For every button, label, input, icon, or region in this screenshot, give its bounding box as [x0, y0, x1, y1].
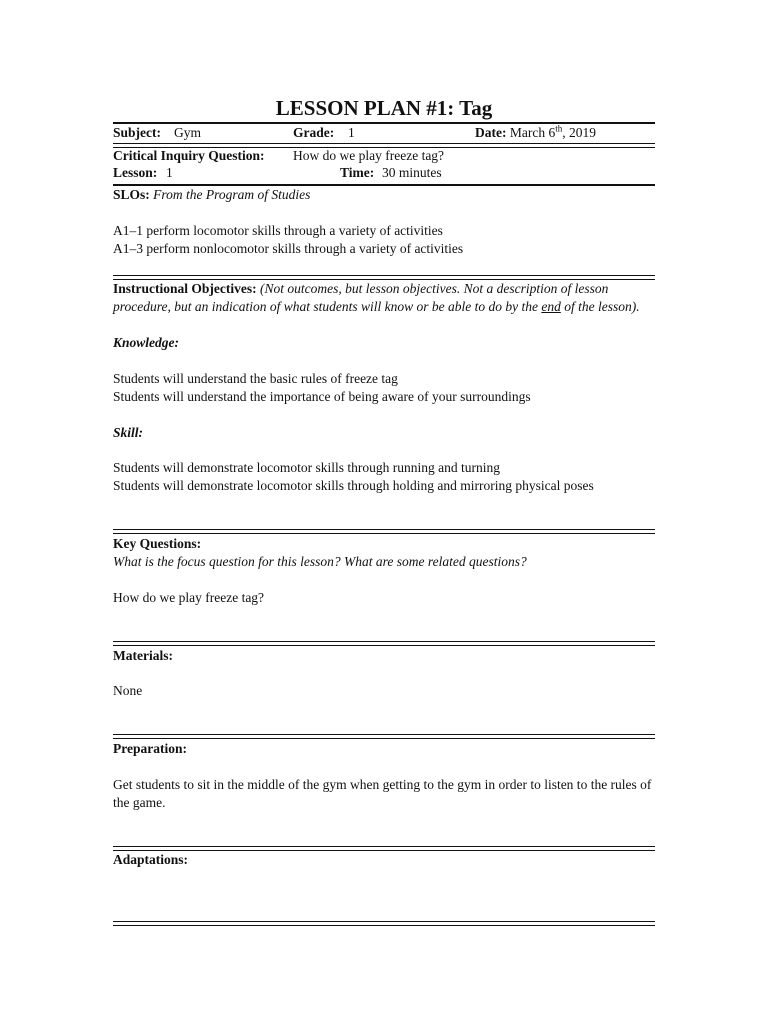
date-field	[475, 124, 596, 142]
date-label: Date:	[475, 125, 507, 140]
preparation-label: Preparation:	[113, 741, 187, 756]
objectives-note: (Not outcomes, but lesson objectives. Not a description of lesson procedure, but an indication of what students will know or be able to do by the end of the lesson).	[113, 281, 640, 314]
objectives-heading	[113, 280, 653, 316]
skill-item: Students will demonstrate locomotor skills through holding and mirroring physical poses	[113, 478, 594, 493]
grade-label: Grade:	[293, 125, 335, 140]
objectives-label: Instructional Objectives:	[113, 281, 257, 296]
skill-label: Skill:	[113, 425, 144, 440]
subject-label: Subject:	[113, 125, 161, 140]
grade-value: 1	[348, 125, 355, 140]
key-questions-answer: How do we play freeze tag?	[113, 590, 265, 605]
rule-double-3	[113, 529, 655, 534]
date-value: March 6th, 2019	[509, 123, 596, 140]
knowledge-item: Students will understand the basic rules of freeze tag	[113, 371, 398, 386]
rule-double-7	[113, 921, 655, 926]
slos-note: From the Program of Studies	[153, 187, 311, 202]
skill-item: Students will demonstrate locomotor skills through running and turning	[113, 460, 500, 475]
materials-label: Materials:	[113, 648, 173, 663]
slo-item: A1–3 perform nonlocomotor skills through a variety of activities	[113, 241, 464, 256]
materials-value: None	[113, 683, 143, 698]
ciq-label: Critical Inquiry Question:	[113, 148, 265, 163]
slos-label: SLOs:	[113, 187, 150, 202]
lesson-value: 1	[166, 165, 173, 180]
knowledge-item: Students will understand the importance of being aware of your surroundings	[113, 389, 531, 404]
slo-item: A1–1 perform locomotor skills through a variety of activities	[113, 223, 443, 238]
preparation-value: Get students to sit in the middle of the gym when getting to the gym in order to listen to the rules of the game.	[113, 777, 652, 810]
page-title: LESSON PLAN #1: Tag	[275, 96, 493, 120]
adaptations-label: Adaptations:	[113, 852, 189, 867]
key-questions-note: What is the focus question for this lesson? What are some related questions?	[113, 554, 527, 569]
slos-heading	[113, 186, 310, 204]
lesson-label: Lesson:	[113, 165, 158, 180]
rule-double-6	[113, 846, 655, 851]
rule-double-4	[113, 641, 655, 646]
ciq-value: How do we play freeze tag?	[293, 148, 445, 163]
subject-value: Gym	[174, 125, 201, 140]
rule-double-5	[113, 734, 655, 739]
time-value: 30 minutes	[382, 165, 442, 180]
time-label: Time:	[340, 165, 375, 180]
key-questions-label: Key Questions:	[113, 536, 202, 551]
knowledge-label: Knowledge:	[113, 335, 179, 350]
